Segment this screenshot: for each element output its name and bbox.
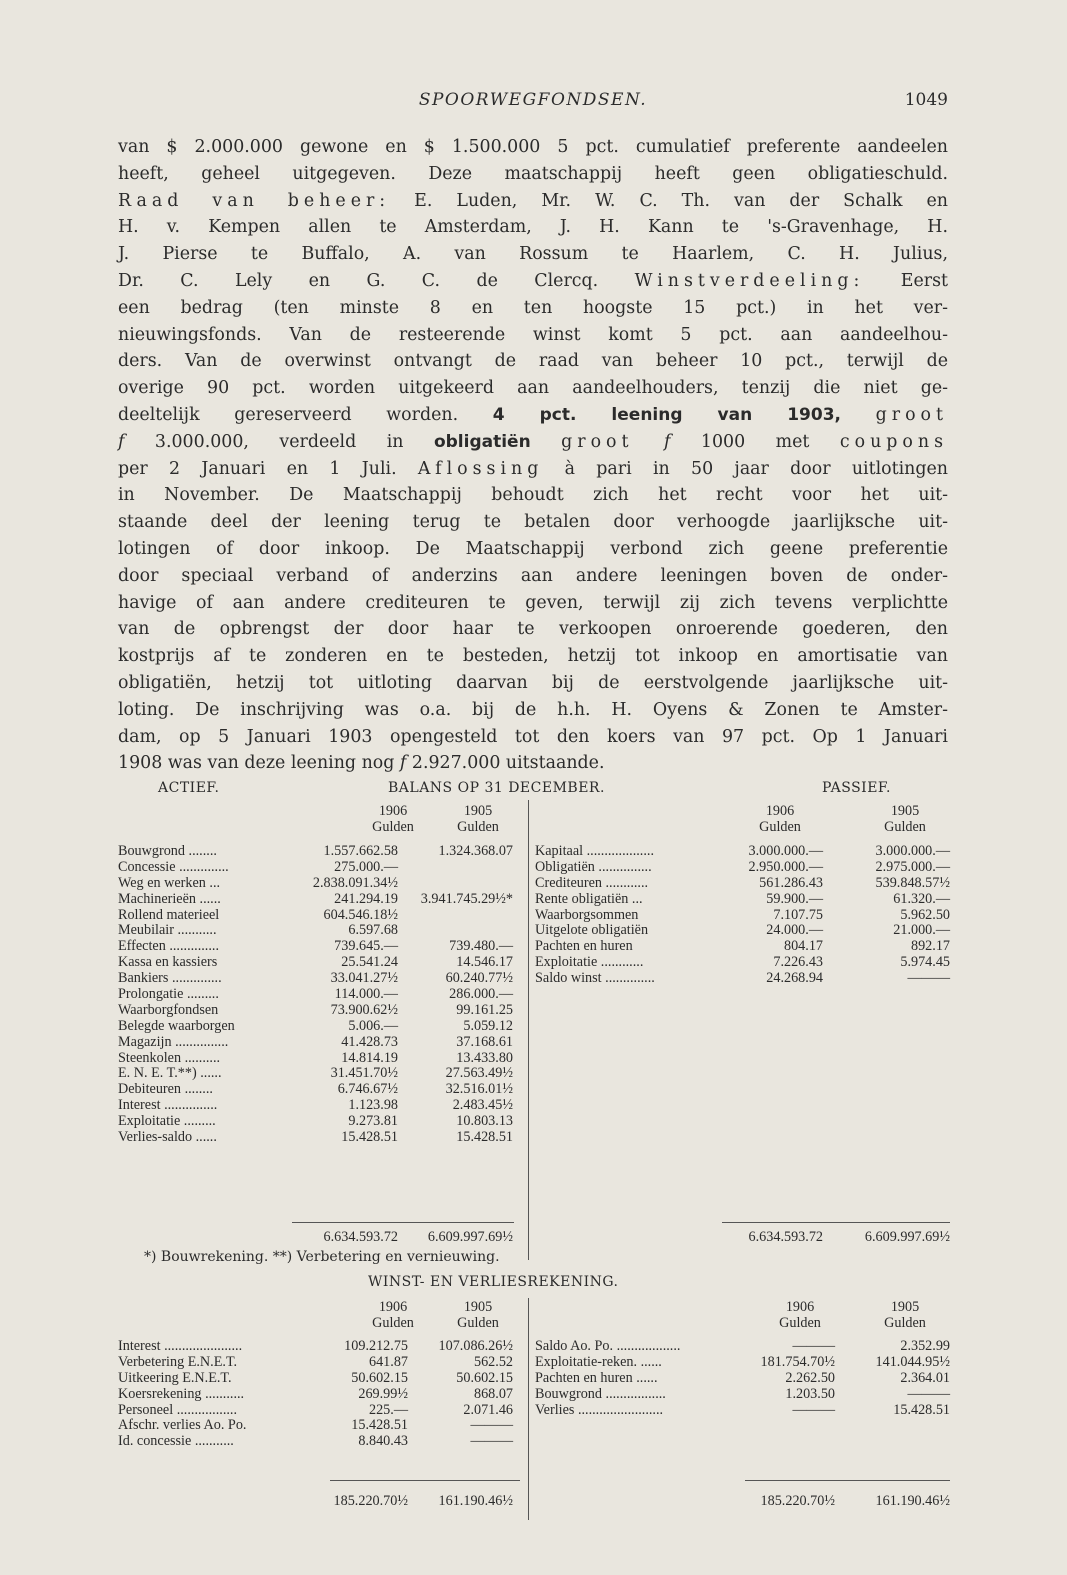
row-label: Interest ............... [118, 1097, 218, 1114]
table-row [535, 1339, 950, 1355]
value-1906: 1.557.662.58 [323, 843, 398, 859]
value-1906: 2.262.50 [785, 1369, 835, 1386]
value-1905: 15.428.51 [456, 1129, 513, 1146]
text-segment: door speciaal verband of anderzins aan andere leeningen boven de onder- [118, 565, 948, 586]
total-1905: 6.609.997.69½ [427, 1229, 513, 1245]
col-unit: Gulden [372, 1314, 414, 1331]
text-line [118, 590, 948, 617]
text-line [118, 509, 948, 536]
footnote: *) Bouwrekening. **) Verbetering en vernieuwing. [144, 1249, 500, 1265]
col-unit: Gulden [457, 818, 499, 835]
row-label: Bouwgrond ................. [535, 1385, 666, 1402]
column-divider [528, 1298, 529, 1520]
text-segment: loting. De inschrijving was o.a. bij de h.h. H. Oyens & Zonen te Amster- [118, 699, 948, 720]
text-segment: lotingen of door inkoop. De Maatschappij verbond zich geene preferentie [118, 538, 948, 559]
value-1905: 50.602.15 [456, 1369, 513, 1386]
value-1905: ——— [907, 1385, 950, 1402]
row-label: Exploitatie ............ [535, 954, 644, 971]
text-line [118, 724, 948, 751]
value-1905: 5.962.50 [900, 906, 950, 923]
text-line [118, 616, 948, 643]
text-line [118, 241, 948, 268]
value-1905: 13.433.80 [456, 1049, 513, 1066]
balance-passief-rows [535, 844, 950, 987]
page-header [118, 90, 948, 114]
table-row [118, 1434, 528, 1450]
row-label: Verbetering E.N.E.T. [118, 1353, 238, 1370]
table-row [118, 971, 528, 987]
row-label: Interest ...................... [118, 1338, 243, 1354]
actief-label: ACTIEF. [158, 780, 220, 796]
table-row [118, 1019, 528, 1035]
text-segment: Aflossing [417, 458, 544, 479]
value-1906: ——— [792, 1338, 835, 1354]
text-line [118, 134, 948, 161]
value-1906: 1.203.50 [785, 1385, 835, 1402]
row-label: Verlies-saldo ...... [118, 1129, 217, 1146]
row-label: Weg en werken ... [118, 874, 221, 891]
text-line [118, 348, 948, 375]
text-line [118, 670, 948, 697]
row-label: Saldo Ao. Po. .................. [535, 1338, 681, 1354]
pl-left-total [118, 1494, 528, 1510]
value-1905: 868.07 [473, 1385, 513, 1402]
text-segment: J. Pierse te Buffalo, A. van Rossum te Haarlem, C. H. Julius, [118, 244, 948, 265]
col-year-1905: 1905 [463, 1299, 493, 1315]
col-unit: Gulden [884, 1314, 926, 1331]
value-1905: 2.975.000.— [875, 858, 950, 875]
value-1906: 41.428.73 [341, 1033, 398, 1050]
table-row [535, 1371, 950, 1387]
text-segment: obligatiën [433, 431, 531, 452]
table-row [535, 971, 950, 987]
value-1906: 275.000.— [334, 858, 398, 875]
col-year-1905: 1905 [890, 803, 920, 819]
row-label: Uitkeering E.N.E.T. [118, 1369, 232, 1386]
col-year-1906: 1906 [765, 803, 795, 819]
row-label: Debiteuren ........ [118, 1081, 213, 1098]
row-label: Exploitatie ......... [118, 1113, 216, 1130]
value-1905: ——— [907, 970, 950, 987]
total-1906: 6.634.593.72 [323, 1229, 398, 1245]
column-divider [528, 800, 529, 1260]
value-1905: 5.059.12 [463, 1017, 513, 1034]
row-label: Personeel ................. [118, 1401, 238, 1418]
table-row [118, 1371, 528, 1387]
value-1906: 641.87 [368, 1353, 408, 1370]
table-row [535, 1355, 950, 1371]
text-segment: f [118, 431, 125, 452]
table-row [118, 1066, 528, 1082]
table-row [118, 1387, 528, 1403]
value-1905: 37.168.61 [456, 1033, 513, 1050]
table-row [118, 1418, 528, 1434]
row-label: Saldo winst .............. [535, 970, 655, 987]
value-1906: 1.123.98 [348, 1097, 398, 1114]
text-segment: f [663, 431, 671, 452]
value-1905: 32.516.01½ [445, 1081, 513, 1098]
text-segment [634, 432, 664, 452]
col-year-1906: 1906 [785, 1299, 815, 1315]
text-segment: 1000 met [670, 431, 840, 452]
balance-right-header [535, 804, 950, 836]
text-segment [531, 432, 561, 452]
value-1905: 141.044.95½ [875, 1353, 950, 1370]
value-1905: 3.941.745.29½* [420, 890, 513, 907]
table-row [535, 955, 950, 971]
row-label: Effecten .............. [118, 938, 219, 955]
text-segment: 1908 was van deze leening nog [118, 753, 400, 774]
value-1906: 7.107.75 [773, 906, 823, 923]
value-1905: 15.428.51 [893, 1401, 950, 1418]
table-row [535, 1403, 950, 1419]
row-label: Obligatiën ............... [535, 858, 652, 875]
table-row [118, 1403, 528, 1419]
text-segment: 4 pct. leening van 1903, [492, 404, 841, 425]
text-segment: obligatiën, hetzij tot uitloting daarvan bij de eerstvolgende jaarlijksche uit- [118, 672, 948, 693]
table-row [118, 1051, 528, 1067]
value-1906: 24.000.— [766, 922, 823, 939]
table-row [535, 923, 950, 939]
pl-credit-rows [535, 1339, 950, 1418]
col-unit: Gulden [779, 1314, 821, 1331]
table-row [118, 923, 528, 939]
text-line [118, 750, 948, 777]
row-label: Afschr. verlies Ao. Po. [118, 1417, 247, 1434]
col-unit: Gulden [884, 818, 926, 835]
balance-left-header [118, 804, 528, 836]
value-1905: 10.803.13 [456, 1113, 513, 1130]
value-1906: 73.900.62½ [330, 1001, 398, 1018]
text-line [118, 161, 948, 188]
value-1906: 50.602.15 [351, 1369, 408, 1386]
value-1905: 61.320.— [893, 890, 950, 907]
total-rule [292, 1222, 514, 1223]
row-label: Steenkolen .......... [118, 1049, 221, 1066]
value-1905: 286.000.— [449, 986, 513, 1003]
table-row [118, 1339, 528, 1355]
col-year-1905: 1905 [890, 1299, 920, 1315]
table-row [535, 844, 950, 860]
table-row [118, 1082, 528, 1098]
text-segment: groot [875, 404, 948, 425]
text-segment: deeltelijk gereserveerd worden. [118, 404, 493, 425]
row-label: Waarborgsommen [535, 906, 639, 923]
col-year-1905: 1905 [463, 803, 493, 819]
text-segment: 2.927.000 uitstaande. [406, 753, 605, 774]
text-segment: Dr. C. Lely en G. C. de Clercq. [118, 270, 635, 291]
value-1906: 109.212.75 [344, 1338, 408, 1354]
value-1905: 60.240.77½ [445, 970, 513, 987]
text-segment: van de opbrengst der door haar te verkoopen onroerende goederen, den [118, 619, 948, 640]
row-label: Belegde waarborgen [118, 1017, 235, 1034]
value-1906: 804.17 [783, 938, 823, 955]
row-label: Meubilair ........... [118, 922, 217, 939]
text-line [118, 563, 948, 590]
pl-right-total [535, 1494, 950, 1510]
value-1905: 2.483.45½ [452, 1097, 513, 1114]
value-1906: 15.428.51 [351, 1417, 408, 1434]
value-1906: 114.000.— [334, 986, 398, 1003]
value-1905: 14.546.17 [456, 954, 513, 971]
value-1906: 241.294.19 [334, 890, 398, 907]
text-segment: heeft, geheel uitgegeven. Deze maatschappij heeft geen obligatieschuld. [118, 163, 948, 184]
pl-title: WINST- EN VERLIESREKENING. [368, 1274, 619, 1290]
text-segment: Winstverdeeling: [634, 270, 865, 291]
balance-left-total [118, 1230, 528, 1246]
value-1905: 892.17 [910, 938, 950, 955]
table-row [535, 1387, 950, 1403]
col-unit: Gulden [372, 818, 414, 835]
table-row [118, 1003, 528, 1019]
text-segment: overige 90 pct. worden uitgekeerd aan aandeelhouders, tenzij die niet ge- [118, 378, 948, 399]
total-rule [330, 1480, 520, 1481]
pl-debit-rows [118, 1339, 528, 1450]
row-label: Machinerieën ...... [118, 890, 221, 907]
col-unit: Gulden [457, 1314, 499, 1331]
balance-right-total [535, 1230, 950, 1246]
value-1906: 9.273.81 [348, 1113, 398, 1130]
value-1906: 739.645.— [334, 938, 398, 955]
total-1906: 6.634.593.72 [748, 1229, 823, 1245]
text-line [118, 697, 948, 724]
value-1905: 27.563.49½ [445, 1065, 513, 1082]
total-1906: 185.220.70½ [760, 1493, 835, 1509]
text-line [118, 429, 948, 456]
row-label: Concessie .............. [118, 858, 229, 875]
text-segment: kostprijs af te zonderen en te besteden, hetzij tot inkoop en amortisatie van [118, 646, 948, 667]
value-1905: 99.161.25 [456, 1001, 513, 1018]
text-segment: Eerst [864, 270, 948, 291]
row-label: Id. concessie ........... [118, 1433, 234, 1450]
table-row [118, 1114, 528, 1130]
text-segment: van $ 2.000.000 gewone en $ 1.500.000 5 pct. cumulatief preferente aandeelen [118, 137, 948, 157]
value-1906: 2.950.000.— [748, 858, 823, 875]
pl-left-header [118, 1300, 528, 1332]
text-segment: à pari in 50 jaar door uitlotingen [543, 458, 948, 479]
row-label: Rente obligatiën ... [535, 890, 643, 907]
value-1906: 25.541.24 [341, 954, 398, 971]
row-label: Kapitaal ................... [535, 843, 654, 859]
total-1905: 161.190.46½ [438, 1493, 513, 1509]
table-row [118, 860, 528, 876]
body-paragraph [118, 134, 948, 777]
row-label: Prolongatie ......... [118, 986, 219, 1003]
col-year-1906: 1906 [378, 803, 408, 819]
table-row [118, 1355, 528, 1371]
row-label: Pachten en huren ...... [535, 1369, 658, 1386]
value-1905: 1.324.368.07 [438, 843, 513, 859]
value-1906: 3.000.000.— [748, 843, 823, 859]
pl-right-header [535, 1300, 950, 1332]
row-label: Waarborgfondsen [118, 1001, 219, 1018]
value-1905: 739.480.— [449, 938, 513, 955]
table-row [535, 876, 950, 892]
table-row [118, 955, 528, 971]
text-line [118, 268, 948, 295]
text-segment: ders. Van de overwinst ontvangt de raad van beheer 10 pct., terwijl de [118, 351, 948, 372]
text-segment: een bedrag (ten minste 8 en ten hoogste 15 pct.) in het ver- [118, 297, 948, 318]
table-row [535, 908, 950, 924]
text-segment: dam, op 5 Januari 1903 opengesteld tot den koers van 97 pct. Op 1 Januari [118, 726, 948, 747]
table-row [535, 939, 950, 955]
row-label: Verlies ........................ [535, 1401, 664, 1418]
text-line [118, 214, 948, 241]
value-1905: 2.364.01 [900, 1369, 950, 1386]
value-1906: 269.99½ [358, 1385, 408, 1402]
value-1905: ——— [470, 1433, 513, 1450]
text-line [118, 536, 948, 563]
text-line [118, 456, 948, 483]
text-segment: nieuwingsfonds. Van de resteerende winst komt 5 pct. aan aandeelhou- [118, 324, 948, 345]
value-1905: 5.974.45 [900, 954, 950, 971]
text-segment: in November. De Maatschappij behoudt zich het recht voor het uit- [118, 485, 948, 506]
value-1906: 561.286.43 [759, 874, 823, 891]
row-label: Uitgelote obligatiën [535, 922, 649, 939]
text-segment: havige of aan andere crediteuren te geven, terwijl zij zich tevens verplichtte [118, 592, 948, 613]
balance-actief-rows [118, 844, 528, 1146]
running-title: SPOORWEGFONDSEN. [418, 90, 648, 110]
value-1905: 562.52 [473, 1353, 513, 1370]
row-label: E. N. E. T.**) ...... [118, 1065, 222, 1082]
total-1905: 161.190.46½ [875, 1493, 950, 1509]
row-label: Bouwgrond ........ [118, 843, 217, 859]
row-label: Exploitatie-reken. ...... [535, 1353, 662, 1370]
value-1905: 21.000.— [893, 922, 950, 939]
value-1906: 33.041.27½ [330, 970, 398, 987]
text-segment: staande deel der leening terug te betalen door verhoogde jaarlijksche uit- [118, 512, 948, 533]
text-segment: H. v. Kempen allen te Amsterdam, J. H. Kann te 's-Gravenhage, H. [118, 217, 948, 238]
value-1906: 24.268.94 [766, 970, 823, 987]
table-row [118, 908, 528, 924]
value-1906: ——— [792, 1401, 835, 1418]
row-label: Kassa en kassiers [118, 954, 218, 971]
value-1906: 6.597.68 [348, 922, 398, 939]
text-line [118, 482, 948, 509]
passief-label: PASSIEF. [822, 780, 891, 796]
text-segment: f [399, 753, 407, 774]
total-1906: 185.220.70½ [333, 1493, 408, 1509]
text-line [118, 188, 948, 215]
text-segment: E. Luden, Mr. W. C. Th. van der Schalk en [390, 190, 948, 211]
value-1905: 2.071.46 [463, 1401, 513, 1418]
table-row [118, 876, 528, 892]
row-label: Magazijn ............... [118, 1033, 229, 1050]
value-1906: 7.226.43 [773, 954, 823, 971]
value-1905: 539.848.57½ [875, 874, 950, 891]
row-label: Crediteuren ............ [535, 874, 649, 891]
value-1906: 8.840.43 [358, 1433, 408, 1450]
total-1905: 6.609.997.69½ [864, 1229, 950, 1245]
total-rule [745, 1480, 950, 1481]
value-1906: 5.006.— [348, 1017, 398, 1034]
value-1905: 3.000.000.— [875, 843, 950, 859]
value-1905: ——— [470, 1417, 513, 1434]
table-row [118, 987, 528, 1003]
table-row [118, 1130, 528, 1146]
value-1905: 2.352.99 [900, 1338, 950, 1354]
value-1906: 6.746.67½ [337, 1081, 398, 1098]
table-row [118, 1035, 528, 1051]
text-line [118, 295, 948, 322]
value-1906: 15.428.51 [341, 1129, 398, 1146]
table-row [535, 892, 950, 908]
text-segment: 3.000.000, verdeeld in [124, 431, 434, 452]
table-row [118, 892, 528, 908]
col-unit: Gulden [759, 818, 801, 835]
row-label: Koersrekening ........... [118, 1385, 245, 1402]
text-segment: coupons [839, 431, 948, 452]
value-1905: 107.086.26½ [438, 1338, 513, 1354]
value-1906: 59.900.— [766, 890, 823, 907]
text-segment: per 2 Januari en 1 Juli. [118, 458, 418, 479]
value-1906: 2.838.091.34½ [312, 874, 398, 891]
text-segment [841, 405, 876, 425]
text-line [118, 643, 948, 670]
row-label: Pachten en huren [535, 938, 633, 955]
value-1906: 14.814.19 [341, 1049, 398, 1066]
col-year-1906: 1906 [378, 1299, 408, 1315]
text-segment: Raad van beheer: [118, 190, 391, 211]
row-label: Bankiers .............. [118, 970, 222, 987]
value-1906: 31.451.70½ [330, 1065, 398, 1082]
text-line [118, 322, 948, 349]
table-row [118, 939, 528, 955]
value-1906: 181.754.70½ [760, 1353, 835, 1370]
value-1906: 604.546.18½ [323, 906, 398, 923]
table-row [118, 1098, 528, 1114]
table-row [118, 844, 528, 860]
text-line [118, 402, 948, 429]
page-number: 1049 [904, 90, 948, 110]
total-rule [722, 1222, 950, 1223]
table-row [535, 860, 950, 876]
balance-title: BALANS OP 31 DECEMBER. [388, 780, 605, 796]
value-1906: 225.— [368, 1401, 408, 1418]
text-segment: groot [561, 431, 634, 452]
text-line [118, 375, 948, 402]
row-label: Rollend materieel [118, 906, 220, 923]
